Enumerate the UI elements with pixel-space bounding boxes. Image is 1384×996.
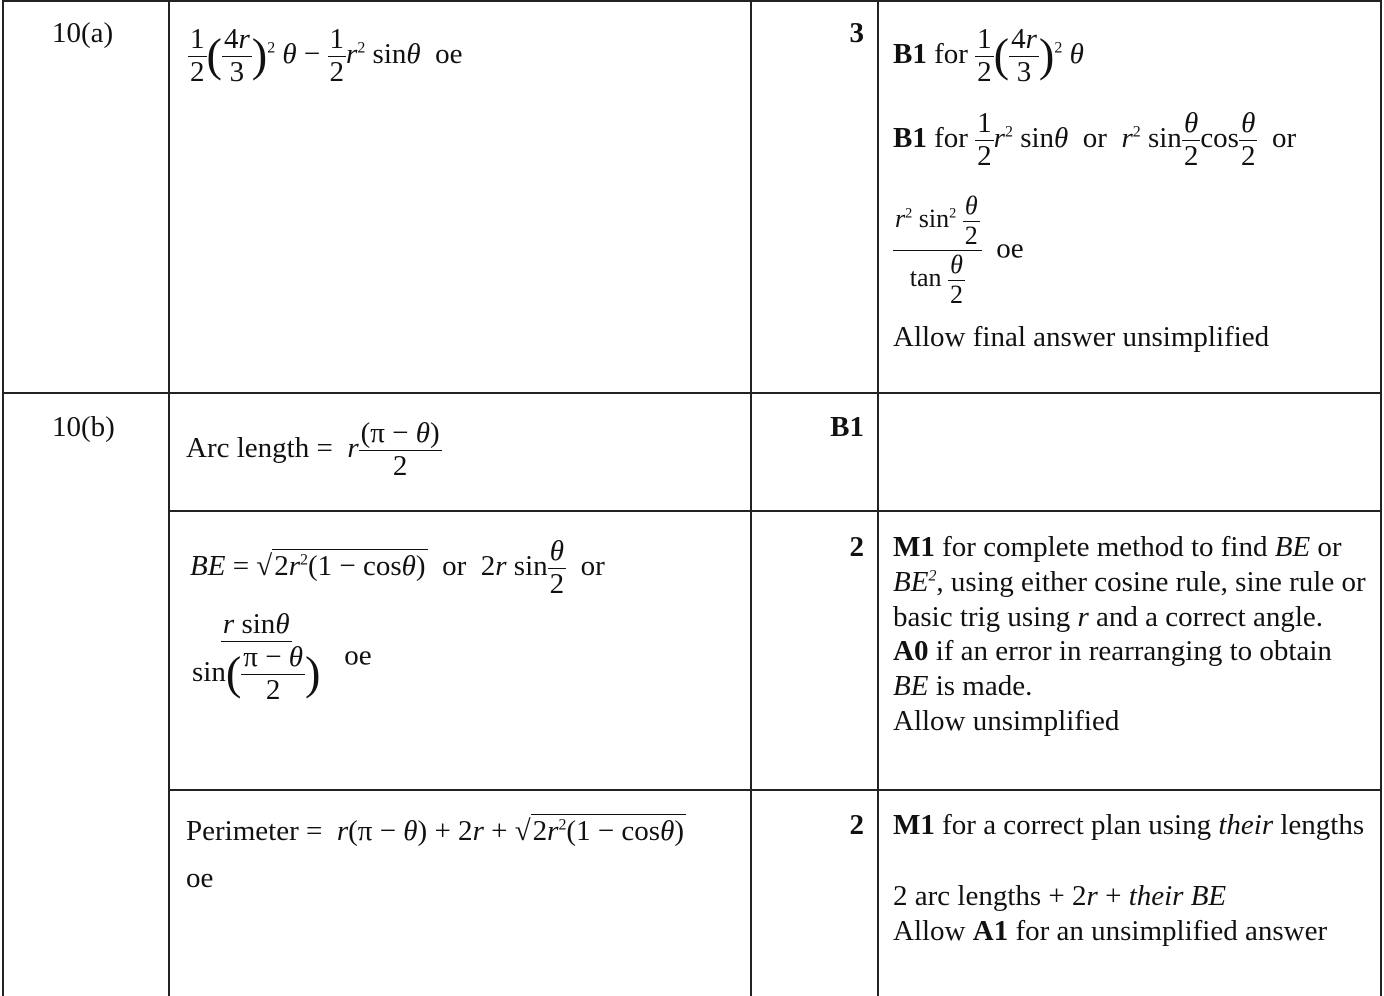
guidance-text: for a correct plan using <box>942 809 1212 841</box>
guidance-m1 <box>893 808 1373 843</box>
guidance-text: is made. <box>935 670 1033 703</box>
row-divider-be <box>168 510 1380 512</box>
table-border-right <box>1380 0 1382 996</box>
guidance-alt-form: $r^2$ $\sin^2$ $\frac{\theta}{2}$ tan $\frac{\theta}{2}$ oe <box>895 191 1024 309</box>
guidance-m1: M1 for complete method to find BE or $BE^2$, using either cosine rule, sine rule or basic trig using r and a correct angle. <box>893 531 1366 633</box>
guidance-text: their <box>1218 809 1274 841</box>
guidance-text: if an error in rearranging to obtain <box>935 635 1332 668</box>
mark-code: M1 <box>893 531 935 563</box>
guidance-plan <box>893 879 1373 914</box>
guidance-text: and a correct angle. <box>1096 600 1324 633</box>
guidance-be <box>893 530 1373 739</box>
answer-be <box>190 536 740 706</box>
guidance-text: r <box>1086 879 1098 912</box>
mark-code: A1 <box>972 914 1009 947</box>
mark-code: B1 <box>893 38 927 71</box>
question-number: 10(a) <box>52 17 114 49</box>
mark-code: A0 <box>893 635 929 668</box>
guidance-text: + <box>1105 879 1122 912</box>
marks-10a: 3 <box>849 17 864 49</box>
answer-10a: $\frac{1}{2}$ ( $\frac{4r}{3}$ )$^2$ θ − $\frac{1}{2}$ $r^2$ sinθ oe <box>190 23 463 88</box>
answer-be-line1: BE = $√2r^2(1 - \cos\theta)$ or 2r sin $\frac{\theta}{2}$ or <box>190 535 605 600</box>
guidance-10a <box>893 24 1373 355</box>
marks-be: 2 <box>849 531 864 563</box>
guidance-a0 <box>893 634 1373 704</box>
guidance-b1-second: B1 for $\frac{1}{2}$ $r^2$ sinθ or $r^2$ sin $\frac{\theta}{2}$ cos $\frac{\theta}{2}$ or <box>893 107 1297 172</box>
answer-oe: oe <box>435 38 463 71</box>
guidance-allow <box>893 914 1373 949</box>
guidance-text: r <box>1077 600 1089 633</box>
guidance-text: oe <box>996 232 1024 265</box>
mark-code: B1 <box>893 122 927 155</box>
guidance-allow: Allow unsimplified <box>893 704 1120 737</box>
row-divider-10b <box>2 392 1382 394</box>
answer-label: Perimeter = <box>186 815 323 847</box>
guidance-text: 2 arc lengths + 2 <box>893 879 1087 912</box>
guidance-text: or <box>1271 122 1297 155</box>
guidance-b1-first: B1 for $\frac{1}{2}$ ( $\frac{4r}{3}$ )$^2$ θ <box>893 23 1084 88</box>
question-number: 10(b) <box>52 411 115 443</box>
table-border-top <box>2 0 1382 2</box>
guidance-text: BE <box>893 565 929 598</box>
guidance-allow: Allow final answer unsimplified <box>893 321 1270 353</box>
column-divider-answer <box>750 0 752 996</box>
mark-code: M1 <box>893 809 935 841</box>
row-divider-perimeter <box>168 789 1380 791</box>
answer-text: oe <box>344 639 372 672</box>
guidance-text: , using either cosine rule, sine rule or basic trig using <box>893 565 1366 633</box>
column-divider-marks <box>877 0 879 996</box>
guidance-text: their BE <box>1128 879 1227 912</box>
guidance-text: for <box>934 38 968 71</box>
guidance-text: for complete method to find <box>942 531 1268 563</box>
guidance-text: for <box>934 122 968 155</box>
answer-be-line2: r sinθ sin( $\frac{\pi - \theta}{2}$ ) oe <box>192 607 372 706</box>
answer-perimeter <box>186 814 742 896</box>
guidance-text: BE <box>1274 531 1311 563</box>
answer-perimeter-line1: Perimeter = $r(\pi - \theta) + 2r + √2r^2(1 - \cos\theta)$ <box>186 815 684 847</box>
answer-oe: oe <box>186 861 214 894</box>
guidance-perimeter <box>893 808 1373 948</box>
answer-text: or <box>442 550 467 583</box>
guidance-text: lengths <box>1280 809 1365 841</box>
answer-text: or <box>580 550 605 583</box>
table-border-left <box>2 0 4 996</box>
answer-label: Arc length = <box>186 432 333 465</box>
guidance-text: or <box>1082 122 1107 155</box>
guidance-text: Allow <box>893 914 966 947</box>
guidance-text: or <box>1317 531 1342 563</box>
marks-perimeter: 2 <box>849 809 864 841</box>
marks-arc: B1 <box>830 411 864 443</box>
column-divider-question <box>168 0 170 996</box>
guidance-text: BE <box>893 670 929 703</box>
guidance-text: for an unsimplified answer <box>1015 914 1328 947</box>
answer-arc-length: Arc length = r $\frac{(\pi - \theta)}{2}$ <box>186 417 440 482</box>
